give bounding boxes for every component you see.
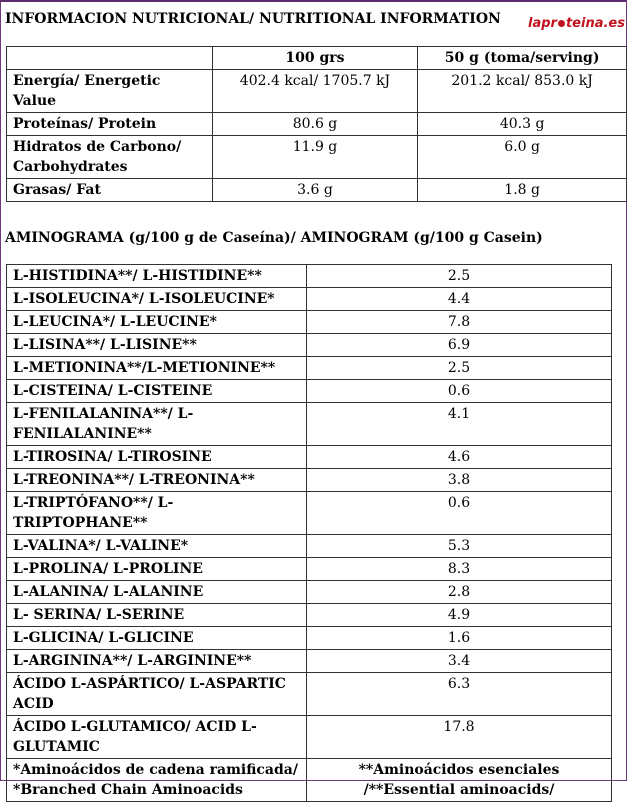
amino-acid-name: L- SERINA/ L-SERINE (7, 604, 307, 627)
nutrition-label: Hidratos de Carbono/ Carbohydrates (7, 136, 213, 179)
aminogram-row (7, 558, 612, 581)
amino-acid-value: 5.3 (307, 535, 612, 558)
amino-acid-value: 0.6 (307, 492, 612, 535)
nutrition-header-100g: 100 grs (212, 47, 418, 70)
aminogram-row (7, 492, 612, 535)
footnote-essential: **Aminoácidos esenciales /**Essential aminoacids/ (307, 759, 612, 802)
aminogram-row (7, 650, 612, 673)
aminogram-row (7, 403, 612, 446)
amino-acid-name: L-GLICINA/ L-GLICINE (7, 627, 307, 650)
amino-acid-name: L-PROLINA/ L-PROLINE (7, 558, 307, 581)
amino-acid-value: 4.1 (307, 403, 612, 446)
aminogram-row (7, 288, 612, 311)
amino-acid-value: 3.8 (307, 469, 612, 492)
amino-acid-value: 2.8 (307, 581, 612, 604)
nutrition-row (7, 136, 627, 179)
amino-acid-name: L-HISTIDINA**/ L-HISTIDINE** (7, 265, 307, 288)
aminogram-row (7, 604, 612, 627)
footnote-row (7, 759, 612, 802)
nutrition-value-100g: 3.6 g (212, 179, 418, 202)
nutrition-label: Energía/ Energetic Value (7, 70, 213, 113)
nutrition-value-serving: 6.0 g (418, 136, 627, 179)
nutrition-value-serving: 1.8 g (418, 179, 627, 202)
nutrition-value-serving: 40.3 g (418, 113, 627, 136)
amino-acid-name: L-TRIPTÓFANO**/ L-TRIPTOPHANE** (7, 492, 307, 535)
amino-acid-name: L-TIROSINA/ L-TIROSINE (7, 446, 307, 469)
aminogram-row (7, 627, 612, 650)
amino-acid-value: 6.3 (307, 673, 612, 716)
amino-acid-name: L-ARGININA**/ L-ARGININE** (7, 650, 307, 673)
nutrition-row (7, 113, 627, 136)
amino-acid-name: L-VALINA*/ L-VALINE* (7, 535, 307, 558)
nutrition-value-serving: 201.2 kcal/ 853.0 kJ (418, 70, 627, 113)
aminogram-row (7, 469, 612, 492)
aminogram-title: AMINOGRAMA (g/100 g de Caseína)/ AMINOGRAM (g/100 g Casein) (5, 230, 543, 246)
nutrition-value-100g: 402.4 kcal/ 1705.7 kJ (212, 70, 418, 113)
amino-acid-value: 2.5 (307, 265, 612, 288)
amino-acid-name: L-ISOLEUCINA*/ L-ISOLEUCINE* (7, 288, 307, 311)
amino-acid-value: 17.8 (307, 716, 612, 759)
nutrition-row (7, 70, 627, 113)
amino-acid-name: L-METIONINA**/L-METIONINE** (7, 357, 307, 380)
brand-logo[interactable]: lapr teina.es (528, 16, 625, 31)
amino-acid-value: 8.3 (307, 558, 612, 581)
aminogram-row (7, 311, 612, 334)
amino-acid-name: L-TREONINA**/ L-TREONINA** (7, 469, 307, 492)
amino-acid-name: L-LEUCINA*/ L-LEUCINE* (7, 311, 307, 334)
amino-acid-value: 4.4 (307, 288, 612, 311)
aminogram-row (7, 581, 612, 604)
amino-acid-value: 0.6 (307, 380, 612, 403)
amino-acid-name: L-ALANINA/ L-ALANINE (7, 581, 307, 604)
amino-acid-name: ÁCIDO L-ASPÁRTICO/ L-ASPARTIC ACID (7, 673, 307, 716)
molecule-icon (558, 20, 565, 27)
amino-acid-value: 7.8 (307, 311, 612, 334)
nutrition-header-row (7, 47, 627, 70)
amino-acid-value: 6.9 (307, 334, 612, 357)
footnote-branched: *Aminoácidos de cadena ramificada/ *Branched Chain Aminoacids (7, 759, 307, 802)
aminogram-row (7, 334, 612, 357)
amino-acid-value: 1.6 (307, 627, 612, 650)
aminogram-row (7, 716, 612, 759)
amino-acid-value: 4.9 (307, 604, 612, 627)
aminogram-row (7, 357, 612, 380)
nutrition-label: Grasas/ Fat (7, 179, 213, 202)
amino-acid-name: L-CISTEINA/ L-CISTEINE (7, 380, 307, 403)
amino-acid-value: 4.6 (307, 446, 612, 469)
amino-acid-name: ÁCIDO L-GLUTAMICO/ ACID L-GLUTAMIC (7, 716, 307, 759)
amino-acid-name: L-FENILALANINA**/ L-FENILALANINE** (7, 403, 307, 446)
page-title: INFORMACION NUTRICIONAL/ NUTRITIONAL INFORMATION (5, 11, 501, 27)
aminogram-row (7, 673, 612, 716)
nutrition-value-100g: 80.6 g (212, 113, 418, 136)
amino-acid-value: 2.5 (307, 357, 612, 380)
aminogram-row (7, 265, 612, 288)
nutrition-row (7, 179, 627, 202)
nutrition-header-empty (7, 47, 213, 70)
nutrition-value-100g: 11.9 g (212, 136, 418, 179)
aminogram-row (7, 380, 612, 403)
nutrition-table (6, 46, 627, 202)
aminogram-row (7, 446, 612, 469)
amino-acid-value: 3.4 (307, 650, 612, 673)
aminogram-row (7, 535, 612, 558)
aminogram-table (6, 264, 612, 802)
nutrition-label: Proteínas/ Protein (7, 113, 213, 136)
nutrition-header-serving: 50 g (toma/serving) (418, 47, 627, 70)
amino-acid-name: L-LISINA**/ L-LISINE** (7, 334, 307, 357)
